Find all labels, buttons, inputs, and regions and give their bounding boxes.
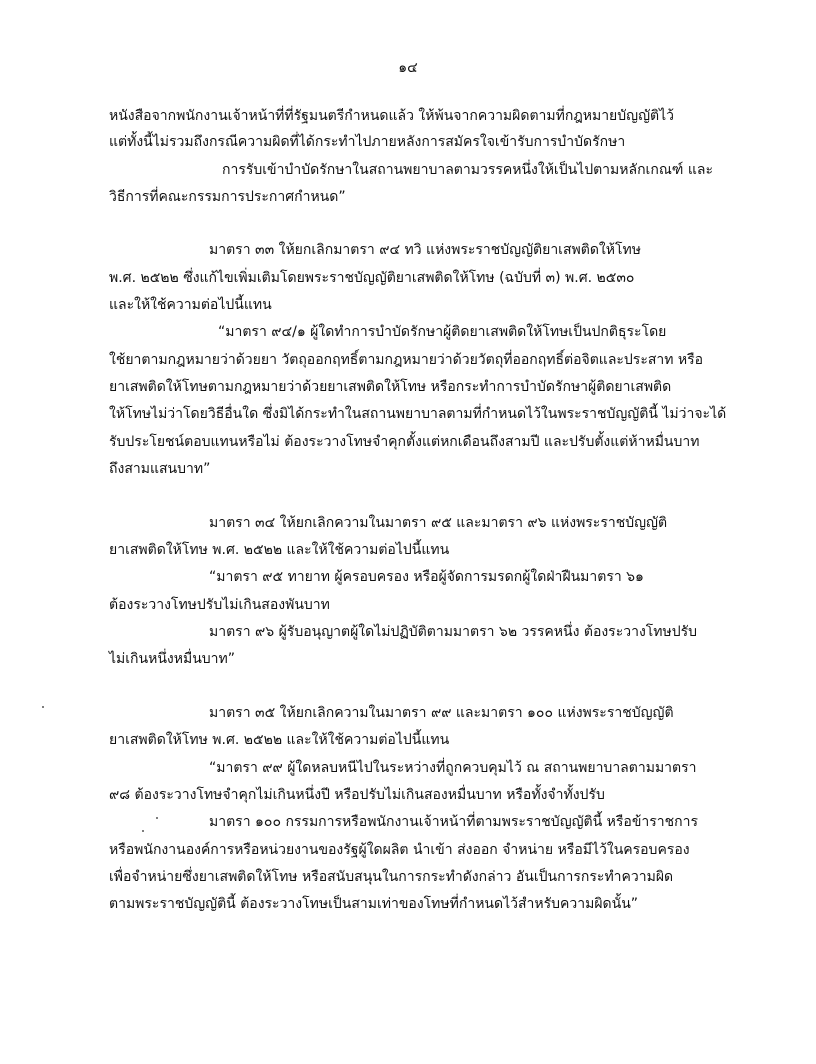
paragraph-line: มาตรา ๑๐๐ กรรมการหรือพนักงานเจ้าหน้าที่ตามพระราชบัญญัตินี้ หรือข้าราชการ	[209, 814, 698, 830]
paragraph-line: มาตรา ๙๖ ผู้รับอนุญาตผู้ใดไม่ปฏิบัติตามมาตรา ๖๒ วรรคหนึ่ง ต้องระวางโทษปรับ	[209, 624, 698, 640]
paragraph-line: ให้โทษไม่ว่าโดยวิธีอื่นใด ซึ่งมิได้กระทำในสถานพยาบาลตามที่กำหนดไว้ในพระราชบัญญัตินี้ ไม่ว่าจะได้	[109, 406, 727, 422]
paragraph-line: ยาเสพติดให้โทษตามกฎหมายว่าด้วยยาเสพติดให้โทษ หรือกระทำการบำบัดรักษาผู้ติดยาเสพติด	[109, 379, 672, 395]
paragraph-line: หรือพนักงานองค์การหรือหน่วยงานของรัฐผู้ใดผลิต นำเข้า ส่งออก จำหน่าย หรือมีไว้ในครอบครอง	[109, 842, 690, 858]
paragraph-line: รับประโยชน์ตอบแทนหรือไม่ ต้องระวางโทษจำคุกตั้งแต่หกเดือนถึงสามปี และปรับตั้งแต่ห้าหมื่นบาท	[109, 434, 700, 450]
paragraph-line: ตามพระราชบัญญัตินี้ ต้องระวางโทษเป็นสามเท่าของโทษที่กำหนดไว้สำหรับความผิดนั้น”	[109, 896, 639, 912]
paragraph-line: ต้องระวางโทษปรับไม่เกินสองพันบาท	[109, 597, 330, 613]
paragraph-line: ยาเสพติดให้โทษ พ.ศ. ๒๕๒๒ และให้ใช้ความต่อไปนี้แทน	[109, 732, 450, 748]
paragraph-line: ไม่เกินหนึ่งหมื่นบาท”	[109, 651, 235, 667]
section-33-heading: มาตรา ๓๓ ให้ยกเลิกมาตรา ๙๔ ทวิ แห่งพระราชบัญญัติยาเสพติดให้โทษ	[209, 242, 641, 258]
paragraph-line: “มาตรา ๙๙ ผู้ใดหลบหนีไปในระหว่างที่ถูกควบคุมไว้ ณ สถานพยาบาลตามมาตรา	[209, 760, 697, 776]
scan-speck	[156, 817, 158, 819]
section-35-heading: มาตรา ๓๕ ให้ยกเลิกความในมาตรา ๙๙ และมาตรา ๑๐๐ แห่งพระราชบัญญัติ	[209, 705, 674, 721]
paragraph-line: เพื่อจำหน่ายซึ่งยาเสพติดให้โทษ หรือสนับสนุนในการกระทำดังกล่าว อันเป็นการกระทำความผิด	[109, 869, 674, 885]
paragraph-line: แต่ทั้งนี้ไม่รวมถึงกรณีความผิดที่ได้กระทำไปภายหลังการสมัครใจเข้ารับการบำบัดรักษา	[109, 134, 626, 150]
section-34-heading: มาตรา ๓๔ ให้ยกเลิกความในมาตรา ๙๕ และมาตรา ๙๖ แห่งพระราชบัญญัติ	[209, 515, 668, 531]
paragraph-line: พ.ศ. ๒๕๒๒ ซึ่งแก้ไขเพิ่มเติมโดยพระราชบัญญัติยาเสพติดให้โทษ (ฉบับที่ ๓) พ.ศ. ๒๕๓๐	[109, 270, 635, 286]
paragraph-line: การรับเข้าบำบัดรักษาในสถานพยาบาลตามวรรคหนึ่งให้เป็นไปตามหลักเกณฑ์ และ	[222, 162, 713, 178]
paragraph-line: หนังสือจากพนักงานเจ้าหน้าที่ที่รัฐมนตรีกำหนดแล้ว ให้พ้นจากความผิดตามที่กฎหมายบัญญัติไว้	[109, 108, 674, 124]
paragraph-line: ๙๘ ต้องระวางโทษจำคุกไม่เกินหนึ่งปี หรือปรับไม่เกินสองหมื่นบาท หรือทั้งจำทั้งปรับ	[109, 787, 605, 803]
scan-speck	[142, 830, 144, 832]
page-number: ๑๔	[398, 60, 418, 76]
paragraph-line: ถึงสามแสนบาท”	[109, 461, 211, 477]
paragraph-line: วิธีการที่คณะกรรมการประกาศกำหนด”	[109, 189, 346, 205]
paragraph-line: ยาเสพติดให้โทษ พ.ศ. ๒๕๒๒ และให้ใช้ความต่อไปนี้แทน	[109, 542, 450, 558]
scan-speck	[42, 706, 44, 708]
paragraph-line: ใช้ยาตามกฎหมายว่าด้วยยา วัตถุออกฤทธิ์ตามกฎหมายว่าด้วยวัตถุที่ออกฤทธิ์ต่อจิตและประสาท หรือ	[109, 352, 704, 368]
paragraph-line: “มาตรา ๙๔/๑ ผู้ใดทำการบำบัดรักษาผู้ติดยาเสพติดให้โทษเป็นปกติธุระโดย	[218, 324, 667, 340]
paragraph-line: “มาตรา ๙๕ ทายาท ผู้ครอบครอง หรือผู้จัดการมรดกผู้ใดฝ่าฝืนมาตรา ๖๑	[209, 569, 644, 585]
paragraph-line: และให้ใช้ความต่อไปนี้แทน	[109, 297, 272, 313]
